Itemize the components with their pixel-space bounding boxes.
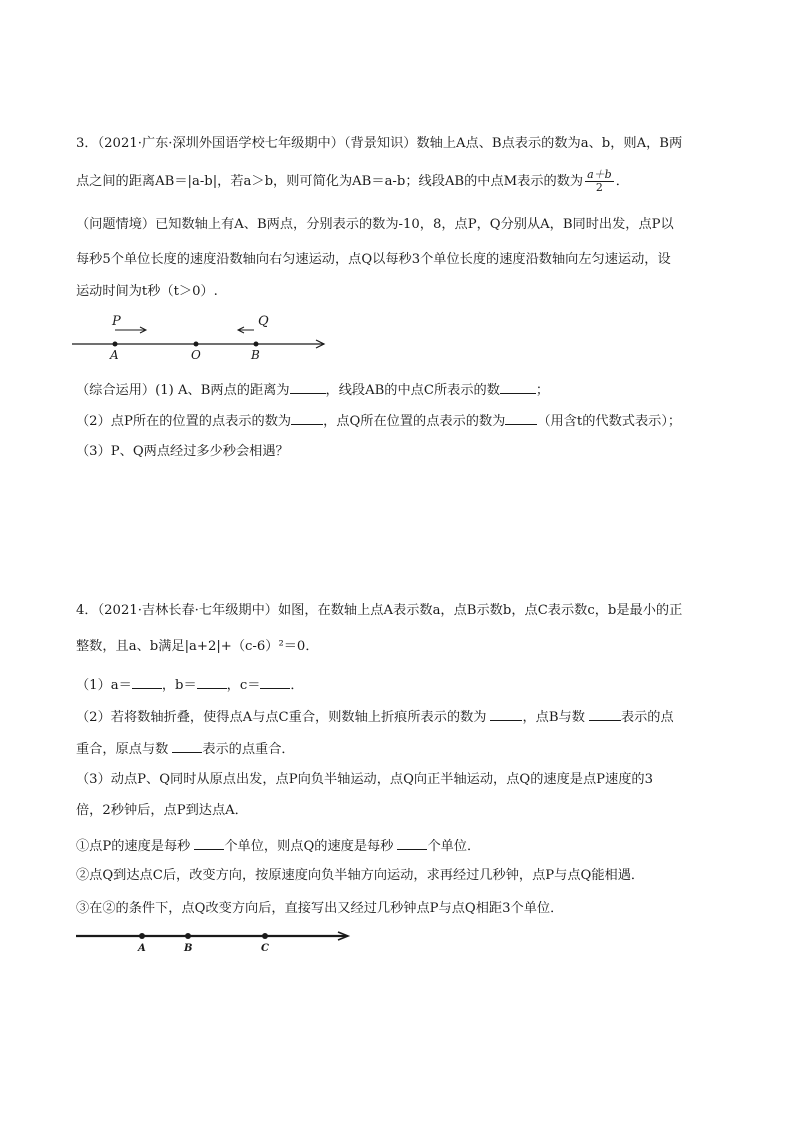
answer-blank[interactable] — [197, 676, 227, 689]
q3-part-1-text-b: ，线段AB的中点C所表示的数 — [325, 383, 500, 398]
q3-line-4: 每秒5个单位长度的速度沿数轴向右匀速运动，点Q以每秒3个单位长度的速度沿数轴向左匀速运动，设 — [76, 252, 671, 267]
q4-part-2-line-2-text-a: 重合，原点与数 — [76, 742, 169, 757]
answer-blank[interactable] — [172, 740, 202, 753]
answer-blank[interactable] — [194, 837, 224, 850]
q3-part-1-text-a: （综合运用）(1) A、B两点的距离为 — [76, 383, 290, 398]
q4-part-2-line-1 — [76, 708, 674, 727]
answer-blank[interactable] — [505, 412, 537, 425]
fraction-numerator: a＋b — [587, 168, 612, 181]
q4-part-2-line-2 — [76, 740, 295, 759]
q4-circled-2: ②点Q到达点C后，改变方向，按原速度向负半轴方向运动，求再经过几秒钟，点P与点Q能相遇． — [76, 868, 645, 883]
answer-blank[interactable] — [490, 708, 522, 721]
answer-blank[interactable] — [260, 676, 290, 689]
label-b: B — [184, 943, 193, 954]
q3-line-5: 运动时间为t秒（t＞0）. — [76, 284, 218, 299]
q4-part-1-text-a: （1）a＝ — [76, 678, 132, 693]
q4-part-2-text-b: ，点B与数 — [522, 710, 585, 725]
midpoint-fraction — [585, 169, 614, 194]
point-b-dot — [185, 933, 191, 939]
q4-part-2-text-a: （2）若将数轴折叠，使得点A与点C重合，则数轴上折痕所表示的数为 — [76, 710, 487, 725]
q3-line-1: 3．（2021·广东·深圳外国语学校七年级期中）（背景知识）数轴上A点、B点表示的数为a、b，则A，B两 — [76, 136, 683, 151]
q4-part-2-line-2-text-b: 表示的点重合． — [202, 742, 295, 757]
q4-part-1-text-b: ，b＝ — [161, 678, 197, 693]
q3-part-2 — [76, 412, 681, 431]
q4-circled-1-text-c: 个单位． — [427, 839, 481, 854]
q4-number-line-figure — [74, 925, 354, 955]
label-p: P — [112, 314, 121, 329]
label-a: A — [110, 348, 119, 362]
answer-blank[interactable] — [500, 381, 536, 394]
q4-circled-1-text-b: 个单位，则点Q的速度是每秒 — [224, 839, 394, 854]
q4-circled-1 — [76, 837, 480, 856]
q4-part-2-text-c: 表示的点 — [620, 710, 674, 725]
q3-part-2-text-a: （2）点P所在的位置的点表示的数为 — [76, 414, 292, 429]
fraction-denominator: 2 — [595, 181, 603, 194]
answer-blank[interactable] — [397, 837, 427, 850]
q3-part-1-text-c: ； — [535, 383, 550, 398]
q4-circled-3: ③在②的条件下，点Q改变方向后，直接写出又经过几秒钟点P与点Q相距3个单位． — [76, 901, 564, 916]
q3-part-2-text-b: ，点Q所在位置的点表示的数为 — [323, 414, 506, 429]
q4-part-1 — [76, 676, 304, 695]
q4-part-3-line-2: 倍，2秒钟后，点P到达点A． — [76, 803, 248, 818]
answer-blank[interactable] — [291, 412, 323, 425]
q3-part-3: （3）P、Q两点经过多少秒会相遇？ — [76, 444, 289, 459]
label-q: Q — [258, 314, 269, 329]
q3-line-2 — [76, 169, 629, 194]
q3-line-2-end: ． — [615, 174, 629, 189]
q3-number-line-figure — [70, 308, 340, 364]
q4-line-2: 整数，且a、b满足|a+2|+（c-6）²＝0． — [76, 639, 319, 654]
label-a: A — [138, 943, 146, 954]
q4-circled-1-text-a: ①点P的速度是每秒 — [76, 839, 191, 854]
label-o: O — [191, 348, 201, 362]
answer-blank[interactable] — [290, 381, 326, 394]
q4-part-3-line-1: （3）动点P、Q同时从原点出发，点P向负半轴运动，点Q向正半轴运动，点Q的速度是点P速度的3 — [76, 772, 653, 787]
point-b-dot — [254, 342, 259, 347]
point-a-dot — [139, 933, 145, 939]
answer-blank[interactable] — [589, 708, 621, 721]
q3-part-1 — [76, 381, 549, 400]
label-b: B — [251, 348, 260, 362]
point-a-dot — [113, 342, 118, 347]
label-c: C — [261, 943, 269, 954]
q4-part-1-text-c: ，c＝ — [226, 678, 261, 693]
point-o-dot — [194, 342, 199, 347]
point-c-dot — [262, 933, 268, 939]
q3-line-3: （问题情境）已知数轴上有A、B两点，分别表示的数为-10，8，点P，Q分别从A，B同时出发，点P以 — [76, 217, 674, 232]
answer-blank[interactable] — [132, 676, 162, 689]
q3-part-2-text-c: （用含t的代数式表示）； — [537, 414, 682, 429]
q3-line-2-text: 点之间的距离AB＝|a-b|，若a＞b，则可简化为AB＝a-b；线段AB的中点M表示的数为 — [76, 174, 584, 189]
q4-part-1-text-d: ． — [290, 678, 304, 693]
q4-line-1: 4．（2021·吉林长春·七年级期中）如图，在数轴上点A表示数a，点B示数b，点C表示数c，b是最小的正 — [76, 603, 683, 618]
